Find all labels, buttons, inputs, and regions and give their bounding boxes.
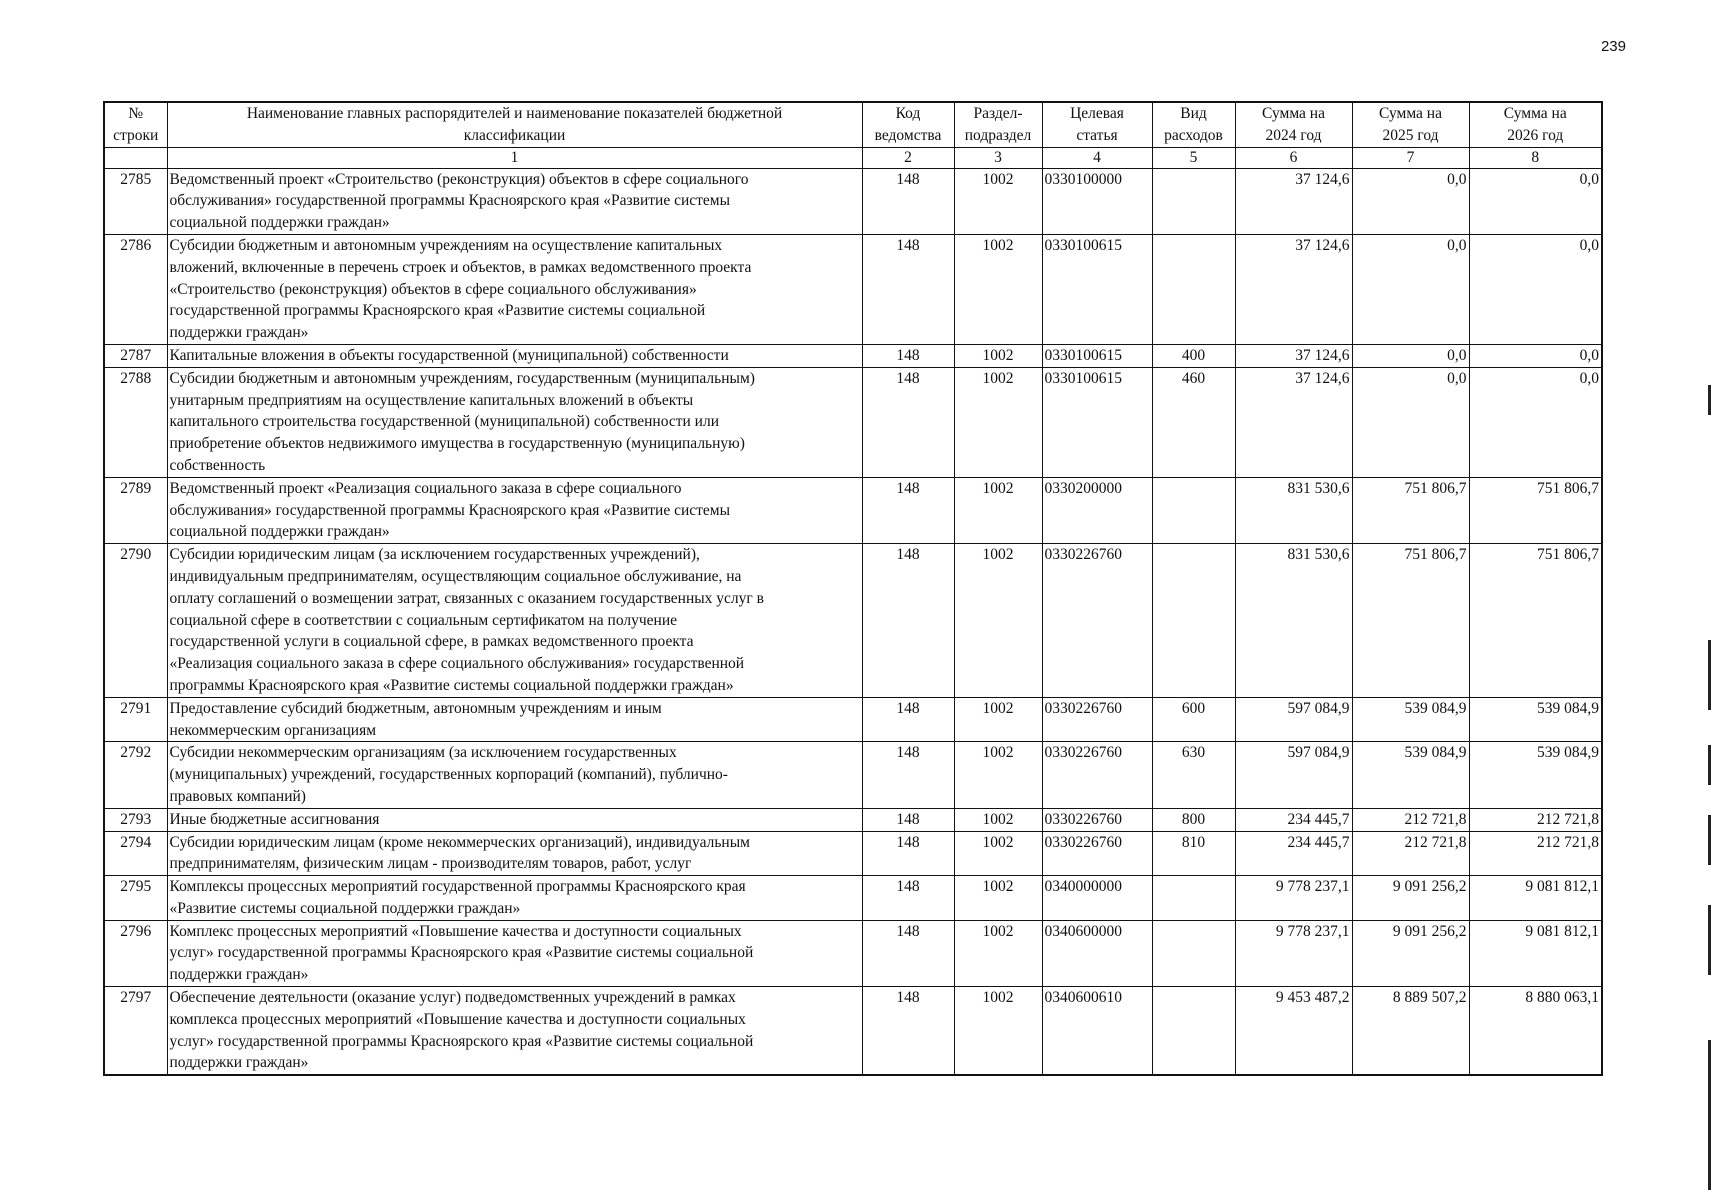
- row-number-cell: 2796: [104, 920, 167, 986]
- row-name-line: социальной поддержки граждан»: [169, 523, 390, 541]
- header-section-line1: Раздел-: [973, 105, 1023, 122]
- section-cell: 1002: [954, 831, 1042, 876]
- row-name-line: некоммерческим организациям: [169, 721, 377, 739]
- table-row: [104, 808, 1602, 831]
- expense-type-cell: [1152, 876, 1235, 921]
- row-name-line: Комплекс процессных мероприятий «Повышение качества и доступности социальных: [169, 922, 742, 940]
- sum-2025-cell: 8 889 507,2: [1352, 987, 1469, 1076]
- dept-code-cell: 148: [862, 544, 954, 698]
- header-sum2024-line1: Сумма на: [1262, 105, 1325, 122]
- target-article-cell: 0340600610: [1042, 987, 1152, 1076]
- row-name-line: индивидуальным предпринимателям, осуществляющим социальное обслуживание, на: [169, 567, 742, 585]
- header-name-line2: классификации: [463, 126, 566, 144]
- section-cell: 1002: [954, 168, 1042, 234]
- expense-type-cell: 460: [1152, 367, 1235, 477]
- row-name-line: унитарным предприятиям на осуществление капитальных вложений в объекты: [169, 391, 694, 409]
- sum-2025-cell: 9 091 256,2: [1352, 920, 1469, 986]
- target-article-cell: 0330226760: [1042, 742, 1152, 808]
- scan-margin-mark: [1708, 1040, 1711, 1190]
- expense-type-cell: 810: [1152, 831, 1235, 876]
- section-cell: 1002: [954, 742, 1042, 808]
- sum-2024-cell: 831 530,6: [1235, 477, 1352, 543]
- column-number: 5: [1152, 147, 1235, 168]
- dept-code-cell: 148: [862, 808, 954, 831]
- sum-2024-cell: 9 778 237,1: [1235, 920, 1352, 986]
- sum-2025-cell: 0,0: [1352, 344, 1469, 367]
- row-name-line: Субсидии юридическим лицам (за исключением государственных учреждений),: [169, 546, 700, 564]
- sum-2025-cell: 0,0: [1352, 367, 1469, 477]
- sum-2026-cell: 212 721,8: [1469, 831, 1602, 876]
- sum-2025-cell: 212 721,8: [1352, 831, 1469, 876]
- row-name-line: государственной программы Красноярского края «Развитие системы социальной: [169, 302, 706, 320]
- row-name-cell: [167, 544, 862, 698]
- row-name-cell: [167, 742, 862, 808]
- expense-type-cell: [1152, 544, 1235, 698]
- row-name-line: услуг» государственной программы Красноярского края «Развитие системы социальной: [169, 944, 754, 962]
- dept-code-cell: 148: [862, 697, 954, 742]
- row-number-cell: 2790: [104, 544, 167, 698]
- expense-type-cell: [1152, 168, 1235, 234]
- row-name-line: обслуживания» государственной программы Красноярского края «Развитие системы: [169, 501, 731, 519]
- target-article-cell: 0330226760: [1042, 544, 1152, 698]
- dept-code-cell: 148: [862, 987, 954, 1076]
- header-exptype: [1152, 102, 1235, 147]
- header-sum2024-line2: 2024 год: [1265, 126, 1322, 144]
- dept-code-cell: 148: [862, 920, 954, 986]
- sum-2024-cell: 597 084,9: [1235, 742, 1352, 808]
- table-row: [104, 831, 1602, 876]
- row-name-line: Субсидии некоммерческим организациям (за исключением государственных: [169, 744, 677, 762]
- row-name-line: обслуживания» государственной программы Красноярского края «Развитие системы: [169, 192, 731, 210]
- section-cell: 1002: [954, 808, 1042, 831]
- row-name-line: капитального строительства государственной (муниципальной) собственности или: [169, 413, 719, 431]
- scan-margin-mark: [1708, 640, 1711, 710]
- expense-type-cell: [1152, 987, 1235, 1076]
- header-dept-line2: ведомства: [874, 126, 942, 144]
- target-article-cell: 0330100615: [1042, 234, 1152, 344]
- row-name-line: «Реализация социального заказа в сфере социального обслуживания» государственной: [169, 655, 745, 673]
- row-number-cell: 2788: [104, 367, 167, 477]
- row-name-line: «Строительство (реконструкция) объектов в сфере социального обслуживания»: [169, 280, 697, 298]
- scan-margin-mark: [1708, 905, 1711, 975]
- column-number: 6: [1235, 147, 1352, 168]
- target-article-cell: 0330100000: [1042, 168, 1152, 234]
- row-name-line: государственной услуги в социальной сфере, в рамках ведомственного проекта: [169, 633, 694, 651]
- column-number-row: [104, 147, 1602, 168]
- row-name-cell: [167, 697, 862, 742]
- row-name-cell: [167, 477, 862, 543]
- row-name-line: социальной сфере в соответствии с социальным сертификатом на получение: [169, 611, 677, 629]
- sum-2024-cell: 37 124,6: [1235, 344, 1352, 367]
- sum-2025-cell: 751 806,7: [1352, 477, 1469, 543]
- column-number: 8: [1469, 147, 1602, 168]
- row-name-line: Субсидии юридическим лицам (кроме некоммерческих организаций), индивидуальным: [169, 833, 750, 851]
- row-name-line: собственность: [169, 456, 266, 474]
- section-cell: 1002: [954, 367, 1042, 477]
- sum-2024-cell: 234 445,7: [1235, 831, 1352, 876]
- row-number-cell: 2794: [104, 831, 167, 876]
- row-name-line: комплекса процессных мероприятий «Повышение качества и доступности социальных: [169, 1010, 746, 1028]
- table-row: [104, 168, 1602, 234]
- sum-2026-cell: 0,0: [1469, 168, 1602, 234]
- expense-type-cell: [1152, 477, 1235, 543]
- sum-2026-cell: 0,0: [1469, 344, 1602, 367]
- sum-2024-cell: 37 124,6: [1235, 367, 1352, 477]
- sum-2026-cell: 0,0: [1469, 367, 1602, 477]
- header-dept-code: [862, 102, 954, 147]
- sum-2025-cell: 0,0: [1352, 168, 1469, 234]
- sum-2026-cell: 8 880 063,1: [1469, 987, 1602, 1076]
- header-dept-line1: Код: [895, 105, 921, 122]
- header-target-line1: Целевая: [1070, 105, 1124, 122]
- row-name-line: Субсидии бюджетным и автономным учреждениям на осуществление капитальных: [169, 236, 723, 254]
- column-number: [104, 147, 167, 168]
- dept-code-cell: 148: [862, 234, 954, 344]
- row-name-line: правовых компаний): [169, 787, 306, 805]
- row-name-line: Предоставление субсидий бюджетным, автономным учреждениям и иным: [169, 699, 662, 717]
- table-row: [104, 477, 1602, 543]
- row-name-line: Ведомственный проект «Реализация социального заказа в сфере социального: [169, 479, 682, 497]
- table-row: [104, 544, 1602, 698]
- expense-type-cell: 400: [1152, 344, 1235, 367]
- table-row: [104, 920, 1602, 986]
- dept-code-cell: 148: [862, 344, 954, 367]
- expense-type-cell: 800: [1152, 808, 1235, 831]
- sum-2025-cell: 751 806,7: [1352, 544, 1469, 698]
- row-number-cell: 2793: [104, 808, 167, 831]
- row-name-line: предпринимателям, физическим лицам - производителям товаров, работ, услуг: [169, 855, 692, 873]
- header-row-number-line1: №: [128, 105, 144, 122]
- sum-2025-cell: 212 721,8: [1352, 808, 1469, 831]
- row-name-cell: [167, 168, 862, 234]
- sum-2024-cell: 597 084,9: [1235, 697, 1352, 742]
- row-name-cell: [167, 920, 862, 986]
- sum-2024-cell: 37 124,6: [1235, 234, 1352, 344]
- table-row: [104, 697, 1602, 742]
- dept-code-cell: 148: [862, 831, 954, 876]
- sum-2026-cell: 9 081 812,1: [1469, 920, 1602, 986]
- row-name-line: Ведомственный проект «Строительство (реконструкция) объектов в сфере социального: [169, 170, 749, 188]
- sum-2026-cell: 539 084,9: [1469, 697, 1602, 742]
- dept-code-cell: 148: [862, 477, 954, 543]
- header-target: [1042, 102, 1152, 147]
- row-name-line: приобретение объектов недвижимого имущества в государственную (муниципальную): [169, 435, 745, 453]
- row-number-cell: 2785: [104, 168, 167, 234]
- row-name-line: услуг» государственной программы Красноярского края «Развитие системы социальной: [169, 1032, 754, 1050]
- row-number-cell: 2787: [104, 344, 167, 367]
- target-article-cell: 0330226760: [1042, 831, 1152, 876]
- row-number-cell: 2797: [104, 987, 167, 1076]
- row-name-line: Обеспечение деятельности (оказание услуг) подведомственных учреждений в рамках: [169, 989, 736, 1007]
- row-name-cell: [167, 831, 862, 876]
- table-row: [104, 876, 1602, 921]
- sum-2025-cell: 539 084,9: [1352, 697, 1469, 742]
- expense-type-cell: 600: [1152, 697, 1235, 742]
- table-row: [104, 234, 1602, 344]
- scan-margin-mark: [1708, 815, 1711, 865]
- row-name-line: «Развитие системы социальной поддержки граждан»: [169, 899, 521, 917]
- row-name-line: поддержки граждан»: [169, 324, 309, 342]
- header-section: [954, 102, 1042, 147]
- target-article-cell: 0330226760: [1042, 697, 1152, 742]
- scan-margin-mark: [1708, 385, 1711, 415]
- expense-type-cell: 630: [1152, 742, 1235, 808]
- row-name-line: поддержки граждан»: [169, 1054, 309, 1072]
- column-number: 4: [1042, 147, 1152, 168]
- target-article-cell: 0330100615: [1042, 344, 1152, 367]
- row-number-cell: 2795: [104, 876, 167, 921]
- section-cell: 1002: [954, 344, 1042, 367]
- sum-2026-cell: 751 806,7: [1469, 477, 1602, 543]
- section-cell: 1002: [954, 876, 1042, 921]
- header-sum2025-line2: 2025 год: [1382, 126, 1439, 144]
- row-name-line: Субсидии бюджетным и автономным учреждениям, государственным (муниципальным): [169, 369, 755, 387]
- sum-2025-cell: 0,0: [1352, 234, 1469, 344]
- sum-2026-cell: 0,0: [1469, 234, 1602, 344]
- section-cell: 1002: [954, 987, 1042, 1076]
- sum-2025-cell: 539 084,9: [1352, 742, 1469, 808]
- row-name-cell: [167, 876, 862, 921]
- row-name-line: Комплексы процессных мероприятий государственной программы Красноярского края: [169, 878, 746, 896]
- column-number: 3: [954, 147, 1042, 168]
- row-name-line: программы Красноярского края «Развитие системы социальной поддержки граждан»: [169, 676, 734, 694]
- sum-2025-cell: 9 091 256,2: [1352, 876, 1469, 921]
- header-sum2026-line2: 2026 год: [1507, 126, 1564, 144]
- header-row-number-line2: строки: [113, 126, 159, 144]
- row-name-line: Капитальные вложения в объекты государственной (муниципальной) собственности: [169, 346, 729, 364]
- row-number-cell: 2791: [104, 697, 167, 742]
- header-target-line2: статья: [1076, 126, 1118, 144]
- header-sum-2025: [1352, 102, 1469, 147]
- row-name-line: оплату соглашений о возмещении затрат, связанных с оказанием государственных услуг в: [169, 589, 764, 607]
- row-name-line: поддержки граждан»: [169, 966, 309, 984]
- section-cell: 1002: [954, 544, 1042, 698]
- sum-2024-cell: 234 445,7: [1235, 808, 1352, 831]
- header-sum2025-line1: Сумма на: [1379, 105, 1442, 122]
- dept-code-cell: 148: [862, 367, 954, 477]
- expense-type-cell: [1152, 920, 1235, 986]
- dept-code-cell: 148: [862, 876, 954, 921]
- header-row-number: [104, 102, 167, 147]
- column-number: 1: [167, 147, 862, 168]
- table-header: [104, 102, 1602, 168]
- column-number: 2: [862, 147, 954, 168]
- row-name-cell: [167, 987, 862, 1076]
- page-number: 239: [1600, 38, 1626, 55]
- sum-2024-cell: 9 453 487,2: [1235, 987, 1352, 1076]
- sum-2026-cell: 212 721,8: [1469, 808, 1602, 831]
- header-name: [167, 102, 862, 147]
- table-row: [104, 987, 1602, 1076]
- target-article-cell: 0330100615: [1042, 367, 1152, 477]
- sum-2024-cell: 831 530,6: [1235, 544, 1352, 698]
- row-name-cell: [167, 367, 862, 477]
- row-number-cell: 2786: [104, 234, 167, 344]
- table-body: [104, 168, 1602, 1075]
- row-name-cell: [167, 344, 862, 367]
- table-row: [104, 344, 1602, 367]
- row-number-cell: 2789: [104, 477, 167, 543]
- sum-2024-cell: 37 124,6: [1235, 168, 1352, 234]
- sum-2026-cell: 9 081 812,1: [1469, 876, 1602, 921]
- section-cell: 1002: [954, 697, 1042, 742]
- sum-2026-cell: 751 806,7: [1469, 544, 1602, 698]
- row-name-line: Иные бюджетные ассигнования: [169, 810, 380, 828]
- header-sum-2026: [1469, 102, 1602, 147]
- header-exptype-line2: расходов: [1164, 126, 1223, 144]
- sum-2026-cell: 539 084,9: [1469, 742, 1602, 808]
- column-number: 7: [1352, 147, 1469, 168]
- dept-code-cell: 148: [862, 168, 954, 234]
- section-cell: 1002: [954, 920, 1042, 986]
- target-article-cell: 0340600000: [1042, 920, 1152, 986]
- section-cell: 1002: [954, 477, 1042, 543]
- expense-type-cell: [1152, 234, 1235, 344]
- target-article-cell: 0330226760: [1042, 808, 1152, 831]
- row-name-line: вложений, включенные в перечень строек и объектов, в рамках ведомственного проекта: [169, 258, 752, 276]
- row-name-cell: [167, 234, 862, 344]
- dept-code-cell: 148: [862, 742, 954, 808]
- header-sum-2024: [1235, 102, 1352, 147]
- header-exptype-line1: Вид: [1180, 105, 1207, 122]
- header-section-line2: подраздел: [964, 126, 1032, 144]
- target-article-cell: 0330200000: [1042, 477, 1152, 543]
- budget-table: [103, 101, 1603, 1076]
- row-name-cell: [167, 808, 862, 831]
- header-sum2026-line1: Сумма на: [1503, 105, 1567, 122]
- row-name-line: (муниципальных) учреждений, государственных корпораций (компаний), публично-: [169, 766, 728, 784]
- table-row: [104, 742, 1602, 808]
- row-name-line: социальной поддержки граждан»: [169, 214, 390, 232]
- section-cell: 1002: [954, 234, 1042, 344]
- target-article-cell: 0340000000: [1042, 876, 1152, 921]
- sum-2024-cell: 9 778 237,1: [1235, 876, 1352, 921]
- header-name-line1: Наименование главных распорядителей и наименование показателей бюджетной: [246, 105, 783, 122]
- table-row: [104, 367, 1602, 477]
- row-number-cell: 2792: [104, 742, 167, 808]
- scan-margin-mark: [1708, 745, 1711, 785]
